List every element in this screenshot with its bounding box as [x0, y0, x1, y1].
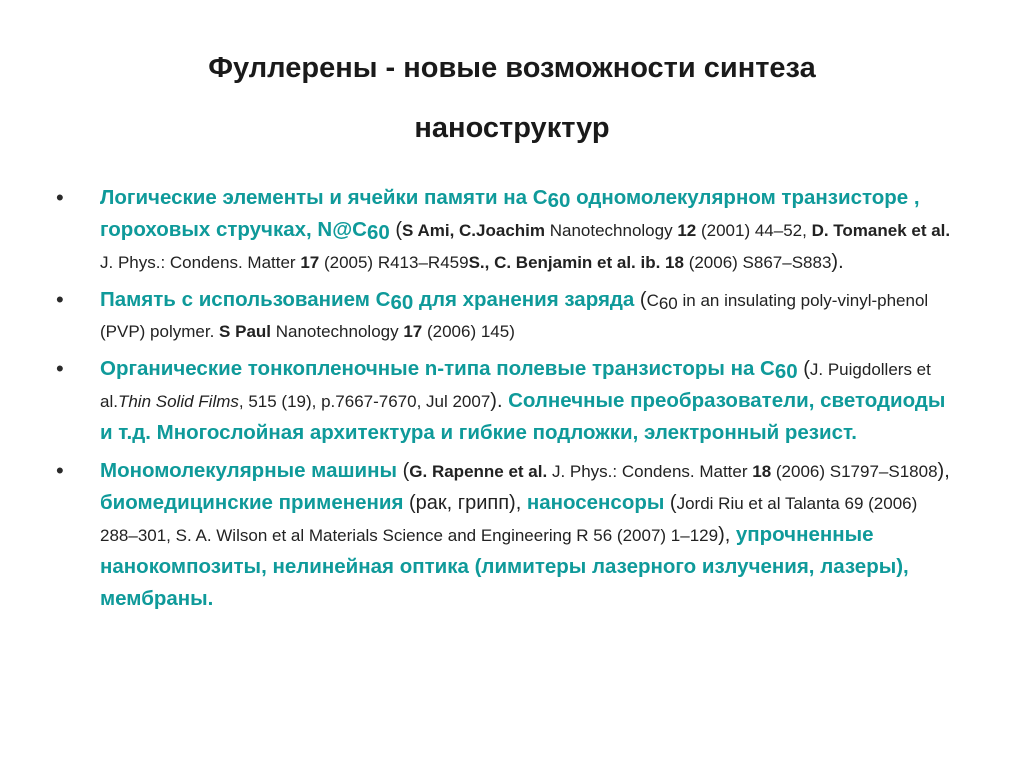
punctuation: (рак, грипп), — [403, 492, 527, 514]
reference-text: (2005) R413–R459 — [319, 253, 469, 272]
reference-text: (2006) 145) — [422, 322, 515, 341]
bullet-item-1 — [56, 183, 956, 279]
subscript: 60 — [390, 291, 414, 314]
highlight-text: наносенсоры — [526, 491, 665, 514]
reference-text: C — [646, 291, 659, 310]
highlight-text: биомедицинские применения — [100, 491, 404, 514]
highlight-text: Память с использованием С — [100, 288, 391, 311]
reference-text: , 515 (19), p.7667-7670, Jul 2007 — [238, 392, 491, 411]
bullet-item-3 — [56, 354, 956, 450]
reference-text: in an insulating poly-vinyl-phenol (PVP) polymer. — [100, 291, 929, 341]
reference-text: Nanotechnology — [545, 221, 678, 240]
reference-bold: 12 — [677, 221, 697, 240]
reference-text: (2006) S1797–S1808 — [771, 462, 938, 481]
reference-bold: G. Rapenne et al. — [409, 462, 548, 481]
reference-bold: S Paul — [219, 322, 272, 341]
punctuation: ( — [664, 492, 677, 514]
reference-text: Jordi Riu et al Talanta 69 (2006) 288–301, S. A. Wilson et al Materials Science and Engineering R 56 (2007) 1–129 — [100, 494, 918, 545]
reference-bold: D. Tomanek et al. — [811, 221, 951, 240]
subscript: 60 — [547, 189, 571, 212]
highlight-text: Логические элементы и ячейки памяти на С — [100, 186, 548, 209]
punctuation: ), — [937, 460, 950, 482]
reference-text: (2006) S867–S883 — [683, 253, 832, 272]
reference-text: J. Phys.: Condens. Matter — [547, 462, 753, 481]
reference-text: (2001) 44–52, — [696, 221, 812, 240]
reference-bold: S., C. Benjamin et al. ib. 18 — [468, 253, 684, 272]
punctuation: ( — [397, 460, 410, 482]
highlight-text: упрочненные нанокомпозиты, нелинейная оптика (лимитеры лазерного излучения, лазеры), мембраны. — [100, 523, 909, 610]
subscript: 60 — [774, 360, 798, 383]
subscript: 60 — [367, 221, 390, 244]
bullet-item-4 — [56, 456, 956, 616]
slide-title-line-2: наноструктур — [414, 112, 610, 144]
reference-bold: S Ami, C.Joachim — [402, 221, 545, 240]
subscript: 60 — [658, 294, 678, 313]
reference-bold: 17 — [300, 253, 320, 272]
slide-title-line-1: Фуллерены - новые возможности синтеза — [208, 52, 816, 84]
reference-bold: 18 — [752, 462, 772, 481]
bullet-item-2 — [56, 285, 956, 348]
reference-bold: 17 — [403, 322, 423, 341]
highlight-text: одномолекулярном транзисторе , гороховых стручках, N@C — [100, 186, 920, 241]
reference-text: Nanotechnology — [271, 322, 404, 341]
highlight-text: Органические тонкопленочные n-типа полевые транзисторы на С — [100, 357, 775, 380]
highlight-text: Мономолекулярные машины — [100, 459, 398, 482]
punctuation: ). — [831, 251, 844, 273]
reference-italic: Thin Solid Films — [117, 392, 239, 411]
punctuation: ( — [634, 289, 647, 311]
punctuation: ). — [490, 390, 509, 412]
punctuation: ), — [718, 524, 736, 546]
reference-text: J. Phys.: Condens. Matter — [100, 253, 301, 272]
reference-text: J. Puigdollers et al. — [100, 360, 931, 411]
slide-title — [0, 38, 1024, 158]
punctuation: ( — [797, 358, 810, 380]
bullet-list — [56, 183, 956, 622]
punctuation: ( — [389, 219, 403, 241]
highlight-text: Солнечные преобразователи, светодиоды и т.д. Многослойная архитектура и гибкие подложки, электронный резист. — [100, 389, 946, 444]
highlight-text: для хранения заряда — [413, 288, 635, 311]
